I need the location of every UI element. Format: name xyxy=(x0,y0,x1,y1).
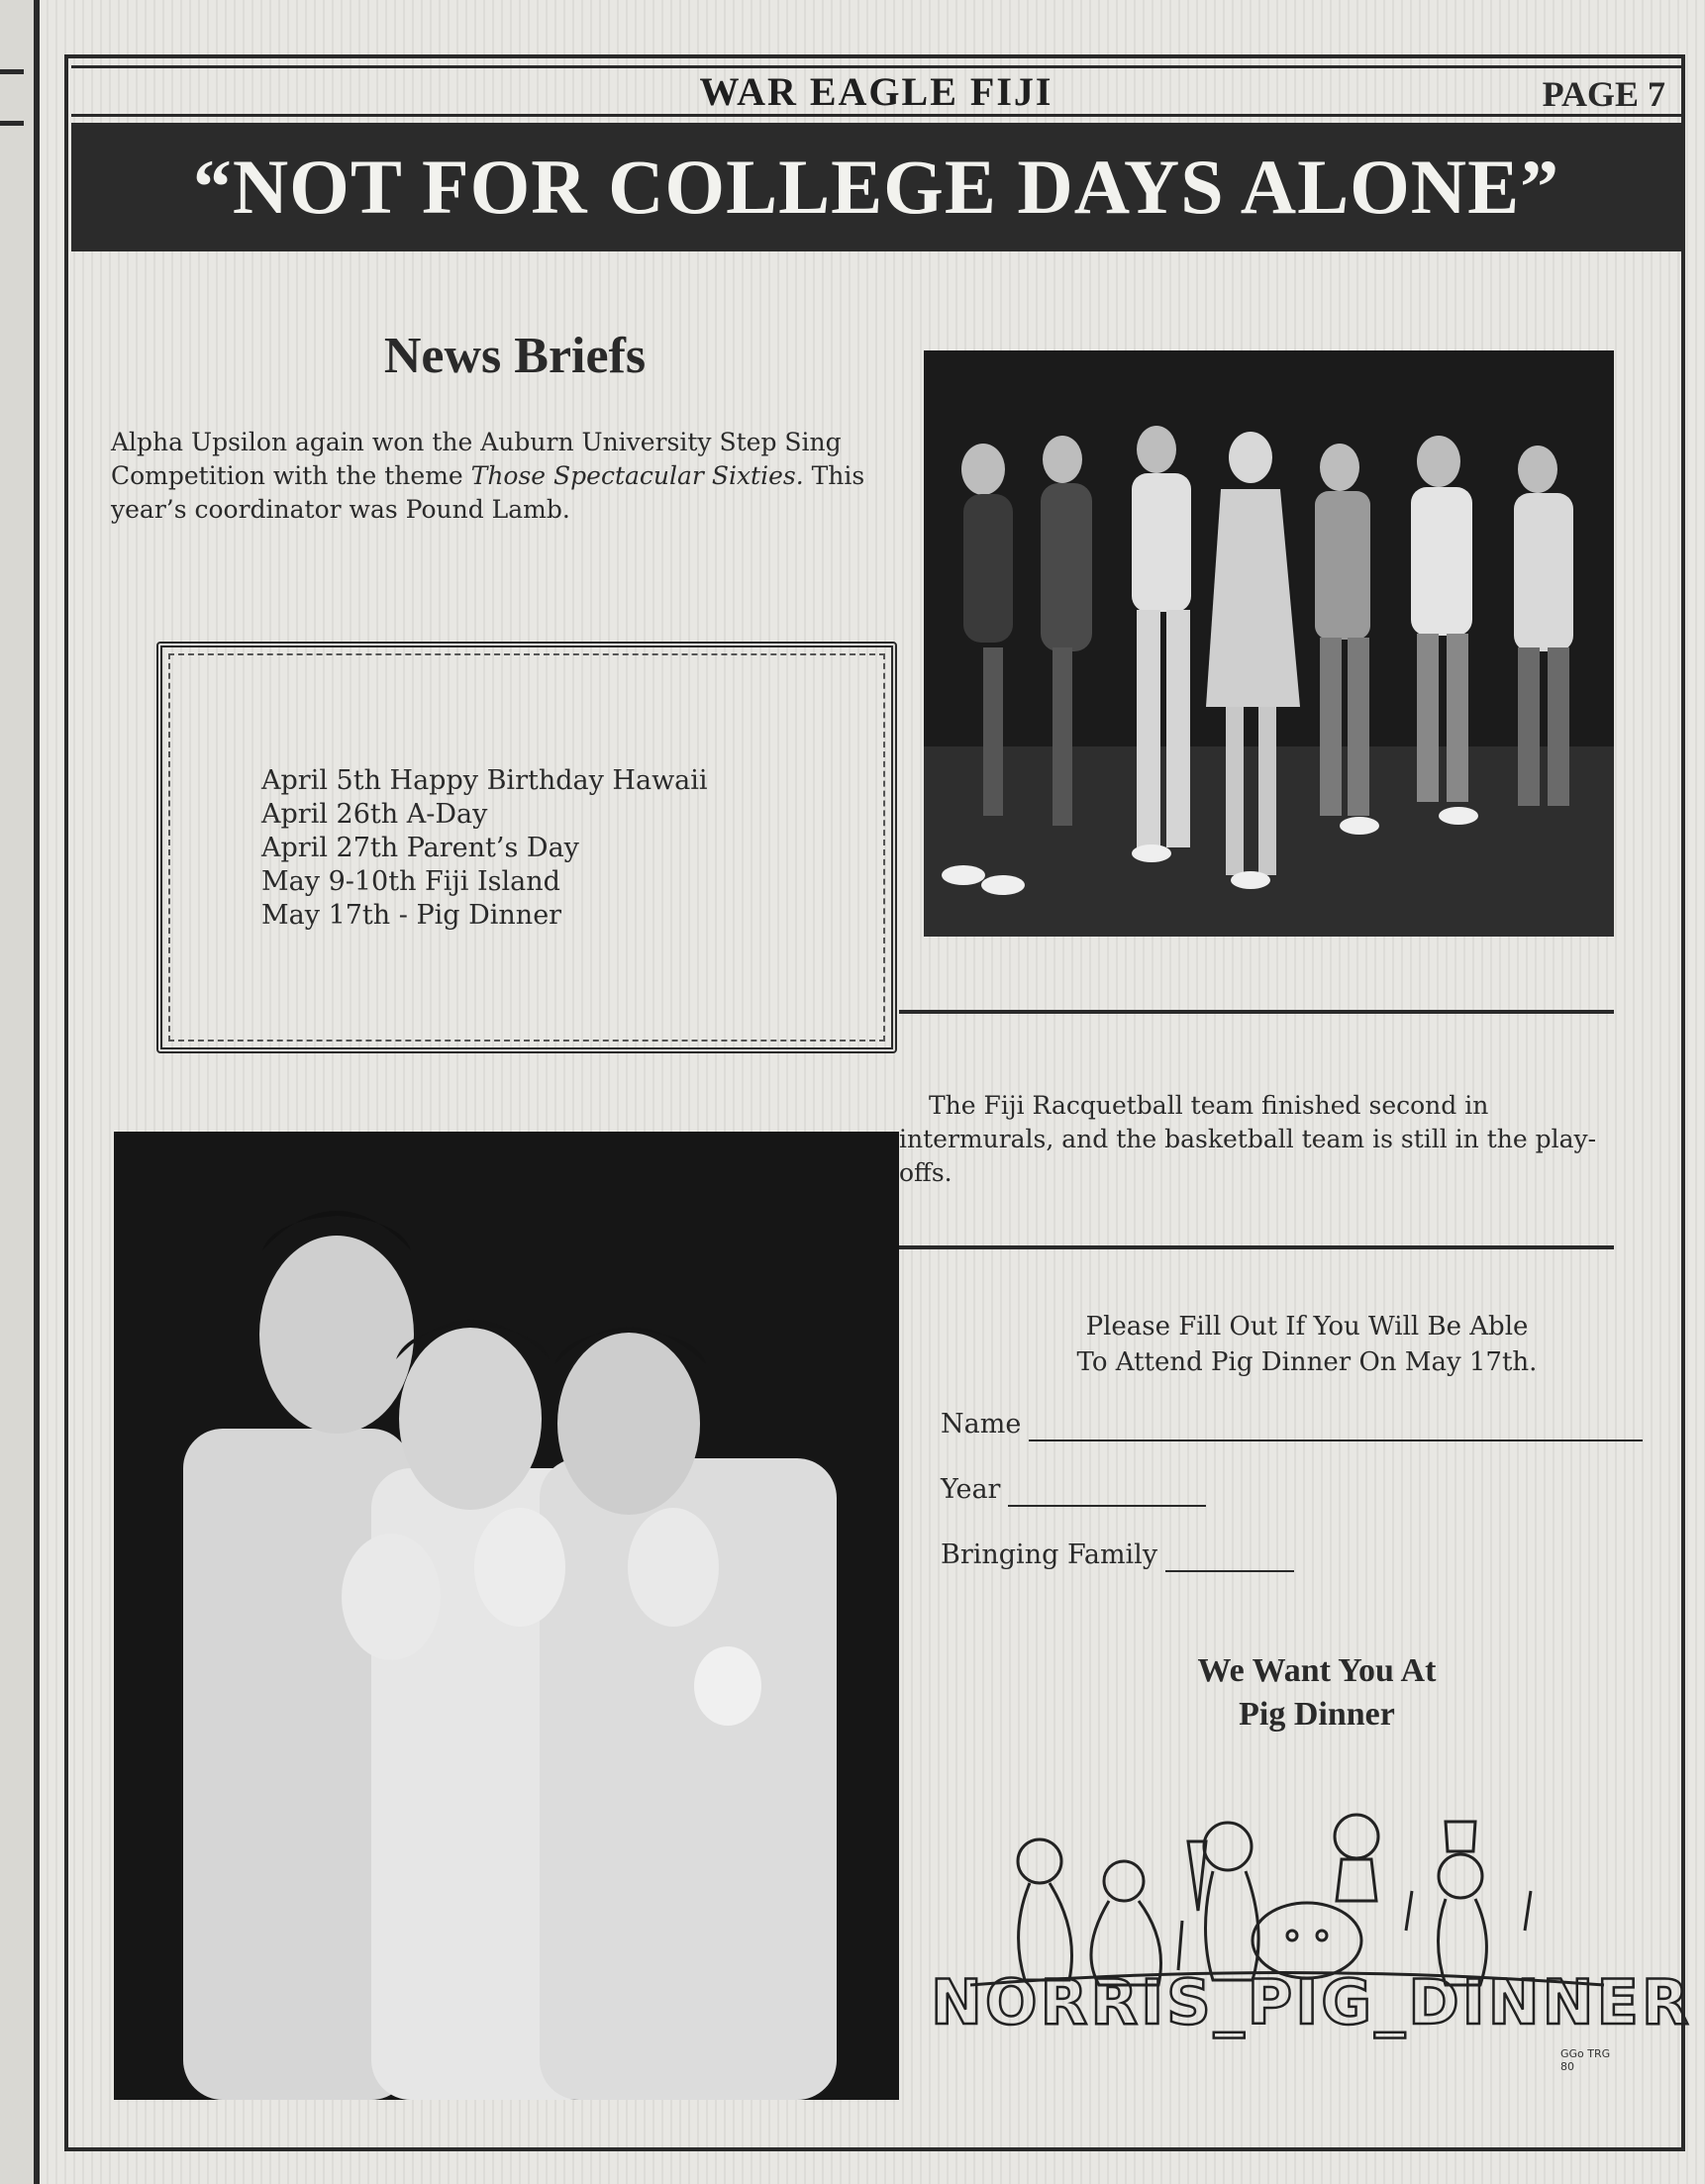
news-briefs-heading: News Briefs xyxy=(383,328,647,384)
date-item: April 5th Happy Birthday Hawaii xyxy=(261,765,708,796)
section-divider xyxy=(899,1245,1614,1249)
step-sing-theme: Those Spectacular Sixties. xyxy=(470,461,804,490)
pig-dinner-logo xyxy=(931,1792,1692,2073)
pig-dinner-slogan xyxy=(1079,1649,1555,1737)
date-item: May 17th - Pig Dinner xyxy=(261,900,562,931)
slogan-line1: We Want You At xyxy=(1197,1652,1437,1689)
family-label: Bringing Family xyxy=(941,1539,1158,1570)
step-sing-text-start: Alpha Upsilon again won the Auburn University Step Sing Competition with the theme xyxy=(111,428,842,490)
newsletter-title: WAR EAGLE FIJI xyxy=(699,69,1053,114)
family-blank[interactable] xyxy=(1165,1544,1294,1572)
year-row xyxy=(941,1473,1206,1507)
adjacent-page-rule xyxy=(0,121,24,126)
pointing-trio-photo xyxy=(114,1132,899,2100)
dates-list xyxy=(261,764,708,933)
artist-signature: GGo TRG 80 xyxy=(1560,2047,1611,2073)
rsvp-intro-line2: To Attend Pig Dinner On May 17th. xyxy=(1076,1347,1538,1377)
date-item: April 27th Parent’s Day xyxy=(261,833,579,863)
step-sing-text-end: This year’s coordinator was Pound Lamb. xyxy=(111,461,865,524)
date-item: April 26th A-Day xyxy=(261,799,488,830)
year-blank[interactable] xyxy=(1008,1479,1206,1507)
date-item: May 9-10th Fiji Island xyxy=(261,866,560,897)
step-sing-paragraph xyxy=(111,426,883,527)
section-divider xyxy=(899,1010,1614,1014)
adjacent-page-rule xyxy=(0,69,24,74)
masthead xyxy=(71,65,1681,117)
newsletter-page xyxy=(40,0,1705,2184)
rsvp-intro-line1: Please Fill Out If You Will Be Able xyxy=(1085,1312,1529,1341)
page-number: PAGE 7 xyxy=(1542,74,1665,114)
name-blank[interactable] xyxy=(1029,1414,1643,1441)
family-row xyxy=(941,1539,1294,1572)
pig-dinner-cartoon xyxy=(931,1792,1624,1990)
name-row xyxy=(941,1408,1643,1441)
banner-headline: “NOT FOR COLLEGE DAYS ALONE” xyxy=(71,123,1681,251)
adjacent-page-edge xyxy=(0,0,40,2184)
rsvp-intro xyxy=(951,1309,1663,1380)
slogan-line2: Pig Dinner xyxy=(1239,1696,1395,1733)
dates-box xyxy=(156,642,897,1053)
norris-pig-dinner-wordmark: NORRIS_PIG_DINNER xyxy=(931,1966,1692,2038)
year-label: Year xyxy=(941,1474,1001,1505)
name-label: Name xyxy=(941,1409,1022,1439)
step-sing-photo xyxy=(924,350,1614,937)
step-sing-photo-image xyxy=(924,350,1614,937)
pointing-trio-photo-image xyxy=(114,1132,899,2100)
racquetball-paragraph: The Fiji Racquetball team finished second in intermurals, and the basketball team is still in the play-offs. xyxy=(899,1091,1597,1187)
